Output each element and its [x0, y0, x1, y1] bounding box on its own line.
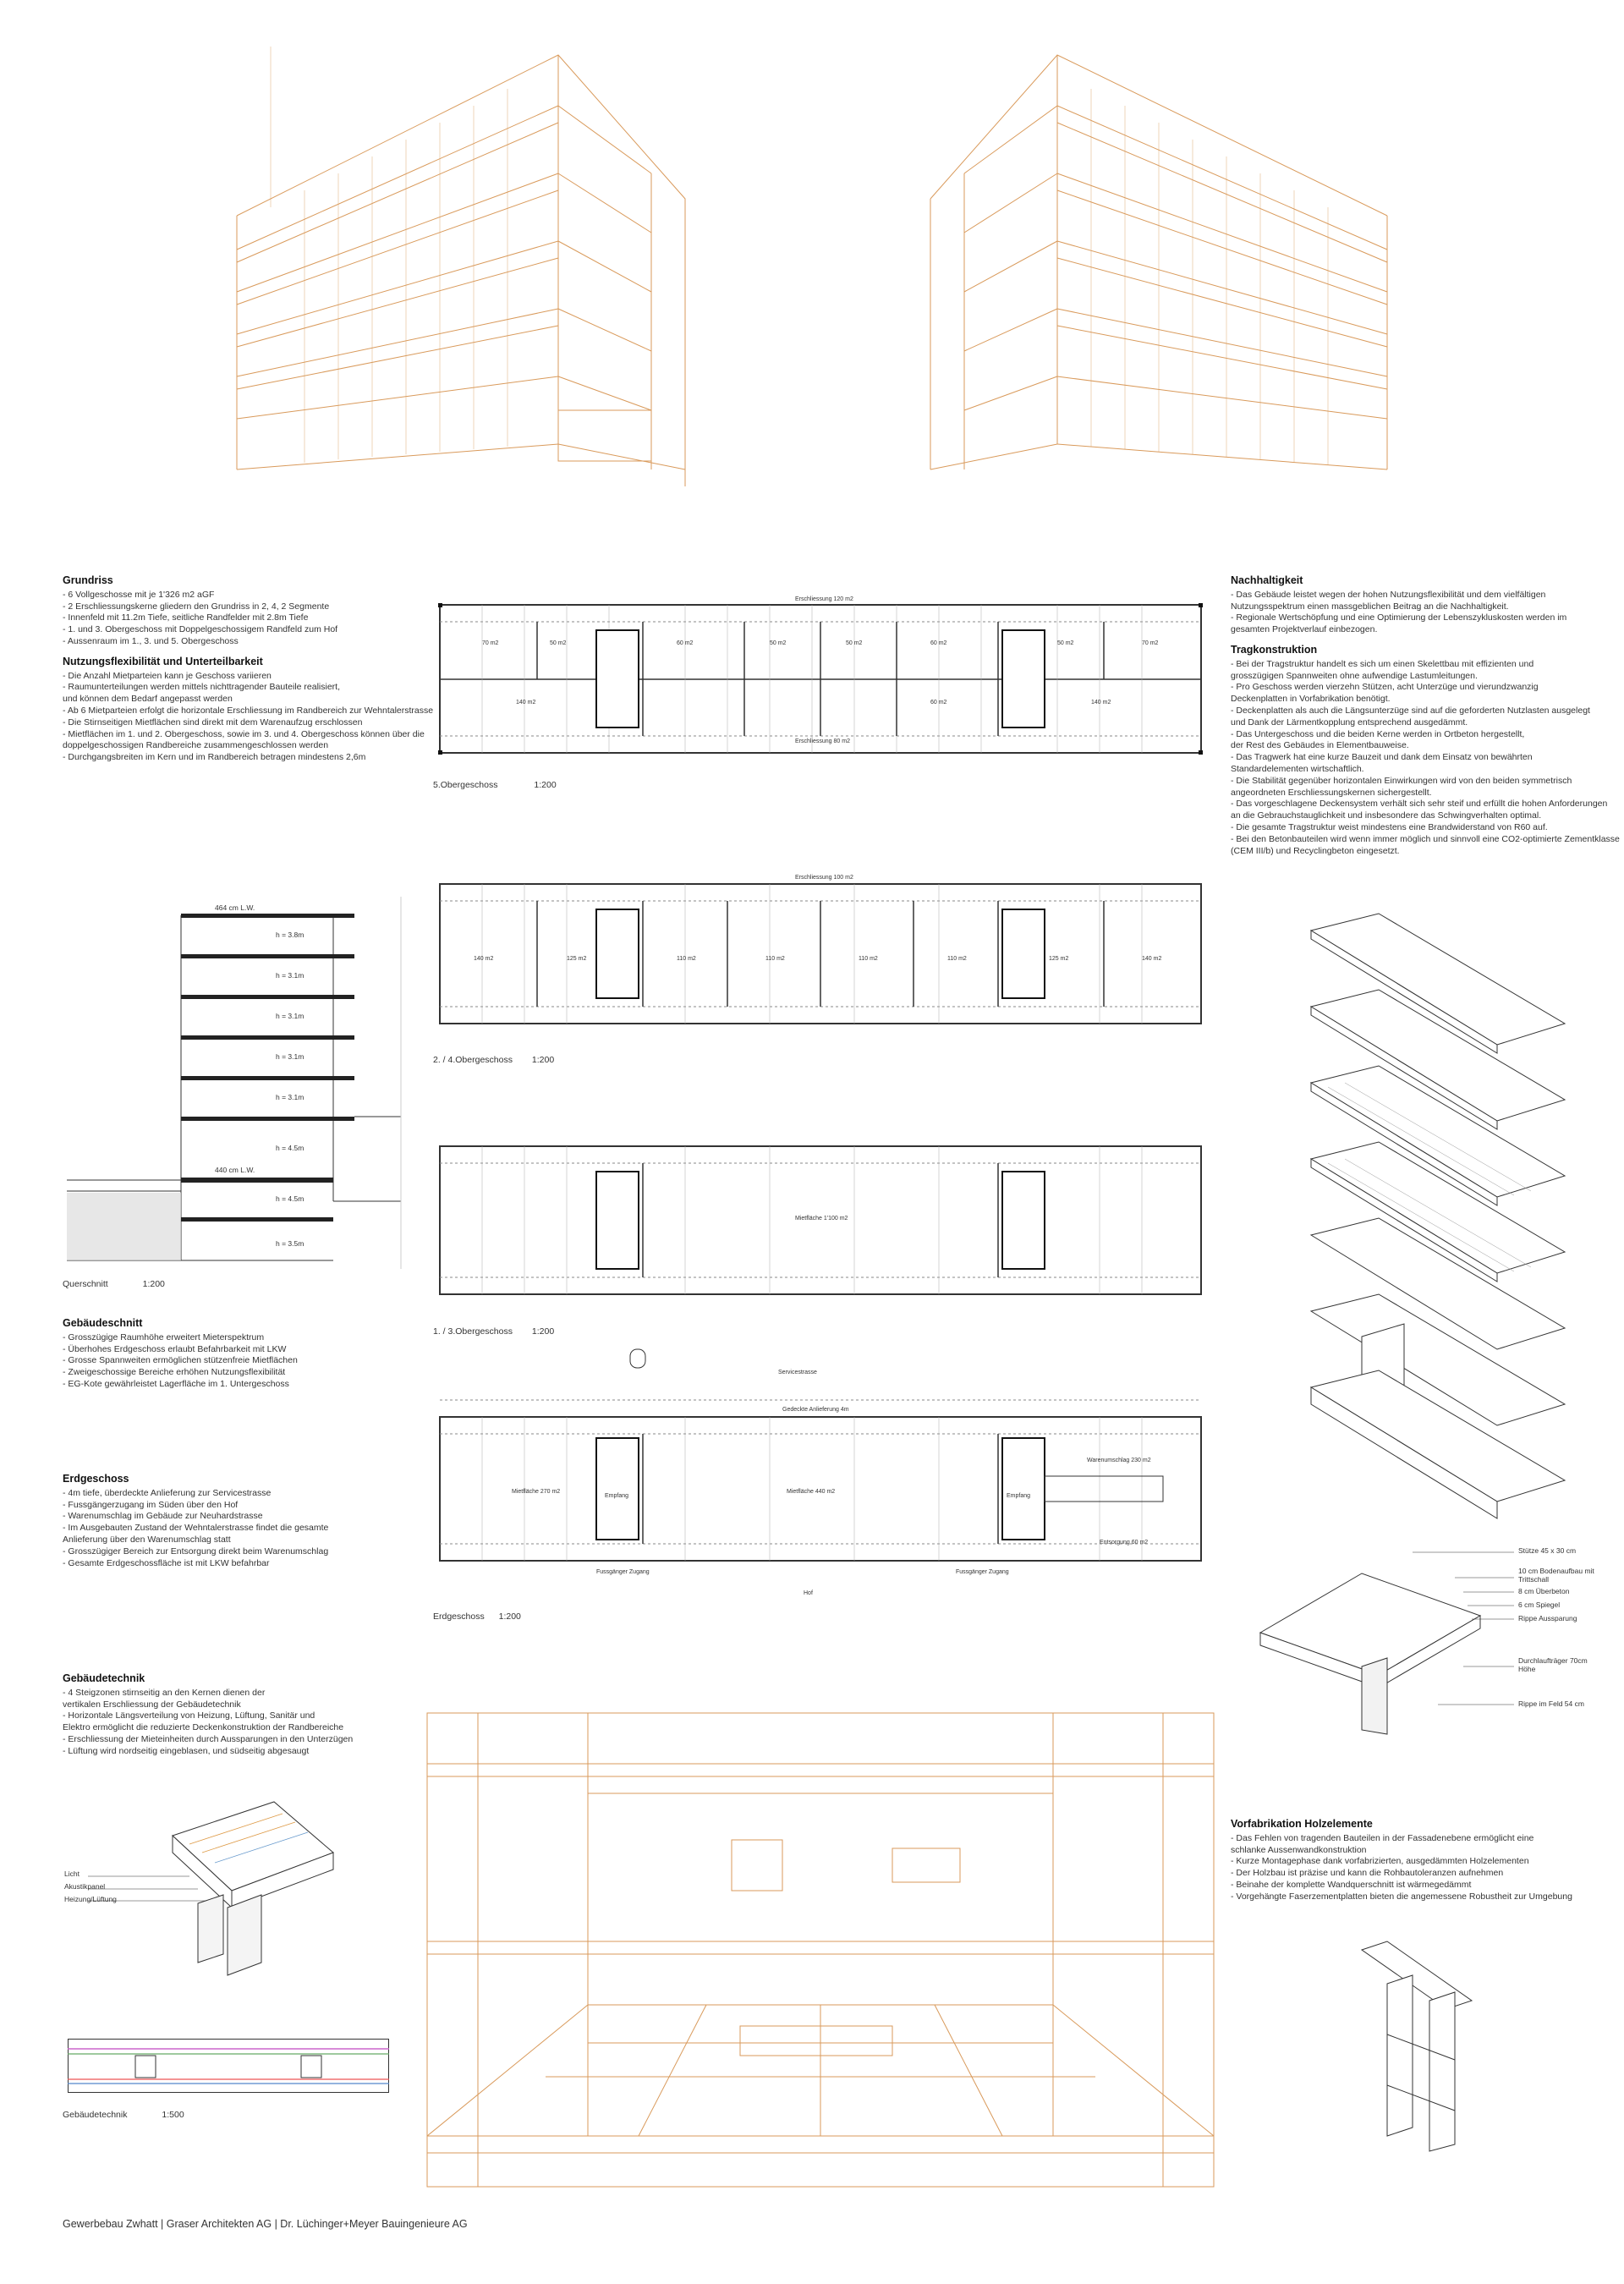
text-line: - EG-Kote gewährleistet Lagerfläche im 1. Untergeschoss: [63, 1378, 289, 1389]
text-line: - Deckenplatten als auch die Längsunterzüge sind auf die geforderten Nutzlasten ausgelegt: [1231, 705, 1590, 716]
text-line: angeordneten Erschliessungskernen sichergestellt.: [1231, 787, 1432, 798]
text-line: Elektro ermöglicht die reduzierte Deckenkonstruktion der Randbereiche: [63, 1722, 344, 1733]
text-line: - Ab 6 Mietparteien erfolgt die horizontale Erschliessung im Randbereich zur Wehntalerstrasse: [63, 705, 434, 716]
plan-label: Erschliessung 120 m2: [795, 596, 853, 602]
gebaeudeschnitt-block: [63, 1318, 418, 1391]
text-line: - Fussgängerzugang im Süden über den Hof: [63, 1499, 239, 1510]
caption-label: 1. / 3.Obergeschoss: [433, 1326, 513, 1337]
text-line: der Rest des Gebäudes in Elementbauweise.: [1231, 740, 1409, 751]
text-line: - Das Gebäude leistet wegen der hohen Nutzungsflexibilität und dem vielfältigen: [1231, 589, 1546, 600]
room-area: 140 m2: [1091, 700, 1111, 706]
caption-og5: [433, 780, 557, 790]
text-line: - Lüftung wird nordseitig eingeblasen, und südseitig abgesaugt: [63, 1745, 310, 1756]
gebtech-label: Heizung/Lüftung: [64, 1895, 117, 1903]
text-line: - Das Fehlen von tragenden Bauteilen in der Fassadenebene ermöglicht eine: [1231, 1832, 1534, 1843]
plan-label: Hof: [804, 1590, 813, 1596]
gebaeudeschnitt-title: Gebäudeschnitt: [63, 1317, 143, 1329]
gebtech-plan: [68, 2039, 389, 2093]
section-height: h = 4.5m: [276, 1144, 304, 1152]
detail-label: Rippe Aussparung: [1518, 1614, 1577, 1622]
plan-label: Fussgänger Zugang: [596, 1569, 650, 1575]
text-line: - Regionale Wertschöpfung und eine Optimierung der Lebenszykluskosten werden im: [1231, 612, 1567, 623]
caption-scale: 1:200: [142, 1279, 165, 1289]
room-area: 110 m2: [765, 956, 785, 962]
caption-querschnitt: [63, 1279, 165, 1289]
section-height: h = 3.1m: [276, 971, 304, 980]
room-area: 140 m2: [1142, 956, 1162, 962]
detail-label: 6 cm Spiegel: [1518, 1600, 1561, 1609]
text-line: - Grosszügiger Bereich zur Entsorgung direkt beim Warenumschlag: [63, 1546, 329, 1557]
text-line: - Pro Geschoss werden vierzehn Stützen, acht Unterzüge und vierundzwanzig: [1231, 682, 1539, 693]
nachhaltigkeit-title: Nachhaltigkeit: [1231, 574, 1303, 586]
text-line: - Raumunterteilungen werden mittels nichttragender Bauteile realisiert,: [63, 682, 341, 693]
section-dim-top: 464 cm L.W.: [215, 903, 255, 912]
room-area: 125 m2: [567, 956, 587, 962]
text-line: - Das Untergeschoss und die beiden Kerne werden in Ortbeton hergestellt,: [1231, 728, 1525, 739]
text-line: - Die gesamte Tragstruktur weist mindestens eine Brandwiderstand von R60 auf.: [1231, 821, 1548, 832]
gebtech-isometric: [63, 1785, 401, 1988]
detail-label: 8 cm Überbeton: [1518, 1587, 1570, 1595]
room-area: 50 m2: [846, 640, 863, 646]
room-area: 110 m2: [677, 956, 696, 962]
room-area: 70 m2: [1142, 640, 1159, 646]
text-line: (CEM III/b) und Recyclingbeton eingesetzt.: [1231, 845, 1400, 856]
plan-eg: [431, 1349, 1210, 1628]
text-line: - Gesamte Erdgeschossfläche ist mit LKW befahrbar: [63, 1557, 270, 1568]
text-line: - Beinahe der komplette Wandquerschnitt ist wärmegedämmt: [1231, 1879, 1472, 1890]
text-line: - Das vorgeschlagene Deckensystem verhält sich sehr steif und erfüllt die hohen Anforderungen: [1231, 799, 1608, 810]
text-line: - Überhohes Erdgeschoss erlaubt Befahrbarkeit mit LKW: [63, 1343, 287, 1354]
nutzung-title: Nutzungsflexibilität und Unterteilbarkeit: [63, 655, 263, 667]
slab-detail: [1252, 1540, 1607, 1734]
exploded-axonometric: [1294, 914, 1582, 1523]
text-line: - Grosse Spannweiten ermöglichen stützenfreie Mietflächen: [63, 1355, 298, 1366]
caption-scale: 1:200: [531, 1055, 555, 1065]
text-line: - 2 Erschliessungskerne gliedern den Grundriss in 2, 4, 2 Segmente: [63, 601, 330, 612]
perspective-right: [930, 47, 1404, 486]
gebtech-label: Akustikpanel: [64, 1882, 106, 1891]
text-line: - 1. und 3. Obergeschoss mit Doppelgeschossigem Randfeld zum Hof: [63, 624, 338, 635]
footer-credits: Gewerbebau Zwhatt | Graser Architekten AG | Dr. Lüchinger+Meyer Bauingenieure AG: [63, 2218, 468, 2230]
caption-eg: [433, 1611, 521, 1622]
section-height: h = 4.5m: [276, 1194, 304, 1203]
section-height: h = 3.1m: [276, 1093, 304, 1101]
grundriss-block: [63, 574, 434, 764]
plan-label: Gedeckte Anlieferung 4m: [782, 1407, 849, 1413]
room-area: Entsorgung 60 m2: [1100, 1540, 1149, 1546]
gebaeudetechnik-title: Gebäudetechnik: [63, 1672, 145, 1684]
plan-label: Erschliessung 100 m2: [795, 875, 853, 881]
caption-label: 2. / 4.Obergeschoss: [433, 1055, 513, 1065]
caption-scale: 1:200: [531, 1326, 555, 1337]
text-line: - Aussenraum im 1., 3. und 5. Obergeschoss: [63, 635, 239, 646]
text-line: - Die Anzahl Mietparteien kann je Geschoss variieren: [63, 670, 272, 681]
text-line: - Grosszügige Raumhöhe erweitert Mieterspektrum: [63, 1331, 265, 1342]
caption-label: 5.Obergeschoss: [433, 780, 498, 790]
room-area: 60 m2: [677, 640, 694, 646]
text-line: doppelgeschossigen Randbereiche zusammengeschlossen werden: [63, 740, 329, 751]
text-line: - Vorgehängte Faserzementplatten bieten die angemessene Robustheit zur Umgebung: [1231, 1891, 1572, 1902]
grundriss-title: Grundriss: [63, 574, 113, 586]
room-area: 60 m2: [930, 640, 947, 646]
caption-og24: [433, 1055, 554, 1065]
caption-og13: [433, 1326, 554, 1337]
plan-og13: [431, 1129, 1210, 1315]
text-line: - 4 Steigzonen stirnseitig an den Kernen dienen der: [63, 1687, 266, 1698]
text-line: an die Gebrauchstauglichkeit und insbesondere das Schwingverhalten optimal.: [1231, 810, 1542, 821]
tragkonstruktion-title: Tragkonstruktion: [1231, 643, 1318, 656]
caption-label: Gebäudetechnik: [63, 2110, 128, 2120]
gebtech-label: Licht: [64, 1869, 80, 1878]
section-dim-mid: 440 cm L.W.: [215, 1166, 255, 1174]
room-area: 125 m2: [1049, 956, 1069, 962]
plan-label: Fussgänger Zugang: [956, 1569, 1009, 1575]
room-area: Mietfläche 1'100 m2: [795, 1216, 848, 1222]
text-line: - 4m tiefe, überdeckte Anlieferung zur Servicestrasse: [63, 1487, 272, 1498]
text-line: - Die Stirnseitigen Mietflächen sind direkt mit dem Warenaufzug erschlossen: [63, 716, 363, 727]
text-line: - Das Tragwerk hat eine kurze Bauzeit und dank dem Einsatz von bewährten: [1231, 752, 1533, 763]
plan-label: Empfang: [605, 1493, 629, 1499]
plan-og24: [431, 863, 1210, 1049]
wall-element-drawing: [1353, 1933, 1489, 2153]
text-line: grosszügigen Spannweiten ohne aufwendige Lastumleitungen.: [1231, 670, 1478, 681]
section-height: h = 3.8m: [276, 931, 304, 939]
text-line: - Bei den Betonbauteilen wird wenn immer möglich und sinnvoll eine CO2-optimierte Zementklasse: [1231, 833, 1620, 844]
section-height: h = 3.5m: [276, 1239, 304, 1248]
text-line: - Durchgangsbreiten im Kern und im Randbereich betragen mindestens 2,6m: [63, 752, 366, 763]
text-line: Deckenplatten in Vorfabrikation benötigt.: [1231, 694, 1391, 705]
erdgeschoss-title: Erdgeschoss: [63, 1473, 129, 1485]
detail-label: 10 cm Bodenaufbau mit Trittschall: [1518, 1567, 1594, 1584]
text-line: - 6 Vollgeschosse mit je 1'326 m2 aGF: [63, 589, 215, 600]
erdgeschoss-block: [63, 1474, 418, 1569]
gebaeudetechnik-block: [63, 1673, 418, 1758]
text-line: schlanke Aussenwandkonstruktion: [1231, 1844, 1367, 1855]
detail-label: Durchlaufträger 70cm Höhe: [1518, 1656, 1588, 1673]
text-line: - Im Ausgebauten Zustand der Wehntalerstrasse findet die gesamte: [63, 1523, 329, 1534]
plan-label: Erschliessung 80 m2: [795, 738, 850, 744]
room-area: 110 m2: [947, 956, 967, 962]
room-area: 70 m2: [482, 640, 499, 646]
section-drawing: [63, 897, 401, 1269]
caption-scale: 1:500: [162, 2110, 184, 2120]
text-line: - Der Holzbau ist präzise und kann die Rohbautoleranzen aufnehmen: [1231, 1868, 1504, 1879]
room-area: Warenumschlag 230 m2: [1087, 1458, 1151, 1463]
caption-gebtech: [63, 2110, 184, 2120]
interior-perspective: [427, 1713, 1214, 2187]
text-line: Anlieferung über den Warenumschlag statt: [63, 1534, 231, 1545]
detail-label: Stütze 45 x 30 cm: [1518, 1546, 1577, 1555]
caption-label: Querschnitt: [63, 1279, 108, 1289]
text-line: - Warenumschlag im Gebäude zur Neuhardstrasse: [63, 1511, 263, 1522]
plan-og5: [431, 588, 1210, 774]
caption-scale: 1:200: [498, 1611, 521, 1622]
text-line: - Innenfeld mit 11.2m Tiefe, seitliche Randfelder mit 2.8m Tiefe: [63, 612, 309, 623]
text-line: - Bei der Tragstruktur handelt es sich um einen Skelettbau mit effizienten und: [1231, 658, 1534, 669]
room-area: Mietfläche 270 m2: [512, 1489, 561, 1495]
room-area: 110 m2: [859, 956, 878, 962]
room-area: 140 m2: [474, 956, 494, 962]
plan-label: Empfang: [1007, 1493, 1031, 1499]
plan-label: Servicestrasse: [778, 1370, 817, 1375]
room-area: 60 m2: [930, 700, 947, 706]
text-line: Nutzungsspektrum einen massgeblichen Beitrag an die Nachhaltigkeit.: [1231, 601, 1509, 612]
room-area: 50 m2: [770, 640, 787, 646]
text-line: - Horizontale Längsverteilung von Heizung, Lüftung, Sanitär und: [63, 1710, 315, 1721]
caption-label: Erdgeschoss: [433, 1611, 485, 1622]
nachhaltigkeit-block: [1231, 574, 1620, 857]
text-line: Standardelementen wirtschaftlich.: [1231, 763, 1364, 774]
section-height: h = 3.1m: [276, 1052, 304, 1061]
text-line: und Dank der Lärmentkopplung entsprechend ausgedämmt.: [1231, 716, 1468, 727]
perspective-left: [211, 47, 685, 486]
text-line: - Mietflächen im 1. und 2. Obergeschoss, sowie im 3. und 4. Obergeschoss können über die: [63, 728, 425, 739]
text-line: - Zweigeschossige Bereiche erhöhen Nutzungsflexibilität: [63, 1367, 286, 1378]
text-line: vertikalen Erschliessung der Gebäudetechnik: [63, 1699, 241, 1710]
text-line: - Die Stabilität gegenüber horizontalen Einwirkungen wird von den beiden symmetrisch: [1231, 775, 1572, 786]
vorfabrikation-block: [1231, 1819, 1603, 1903]
room-area: 50 m2: [1057, 640, 1074, 646]
vorfabrikation-title: Vorfabrikation Holzelemente: [1231, 1818, 1373, 1830]
room-area: Mietfläche 440 m2: [787, 1489, 836, 1495]
text-line: - Erschliessung der Mieteinheiten durch Aussparungen in den Unterzügen: [63, 1733, 354, 1744]
text-line: und können dem Bedarf angepasst werden: [63, 694, 233, 705]
room-area: 50 m2: [550, 640, 567, 646]
caption-scale: 1:200: [534, 780, 557, 790]
section-height: h = 3.1m: [276, 1012, 304, 1020]
text-line: - Kurze Montagephase dank vorfabrizierten, ausgedämmten Holzelementen: [1231, 1856, 1529, 1867]
detail-label: Rippe im Feld 54 cm: [1518, 1699, 1584, 1708]
text-line: gesamten Projektverlauf einbezogen.: [1231, 624, 1378, 635]
room-area: 140 m2: [516, 700, 536, 706]
